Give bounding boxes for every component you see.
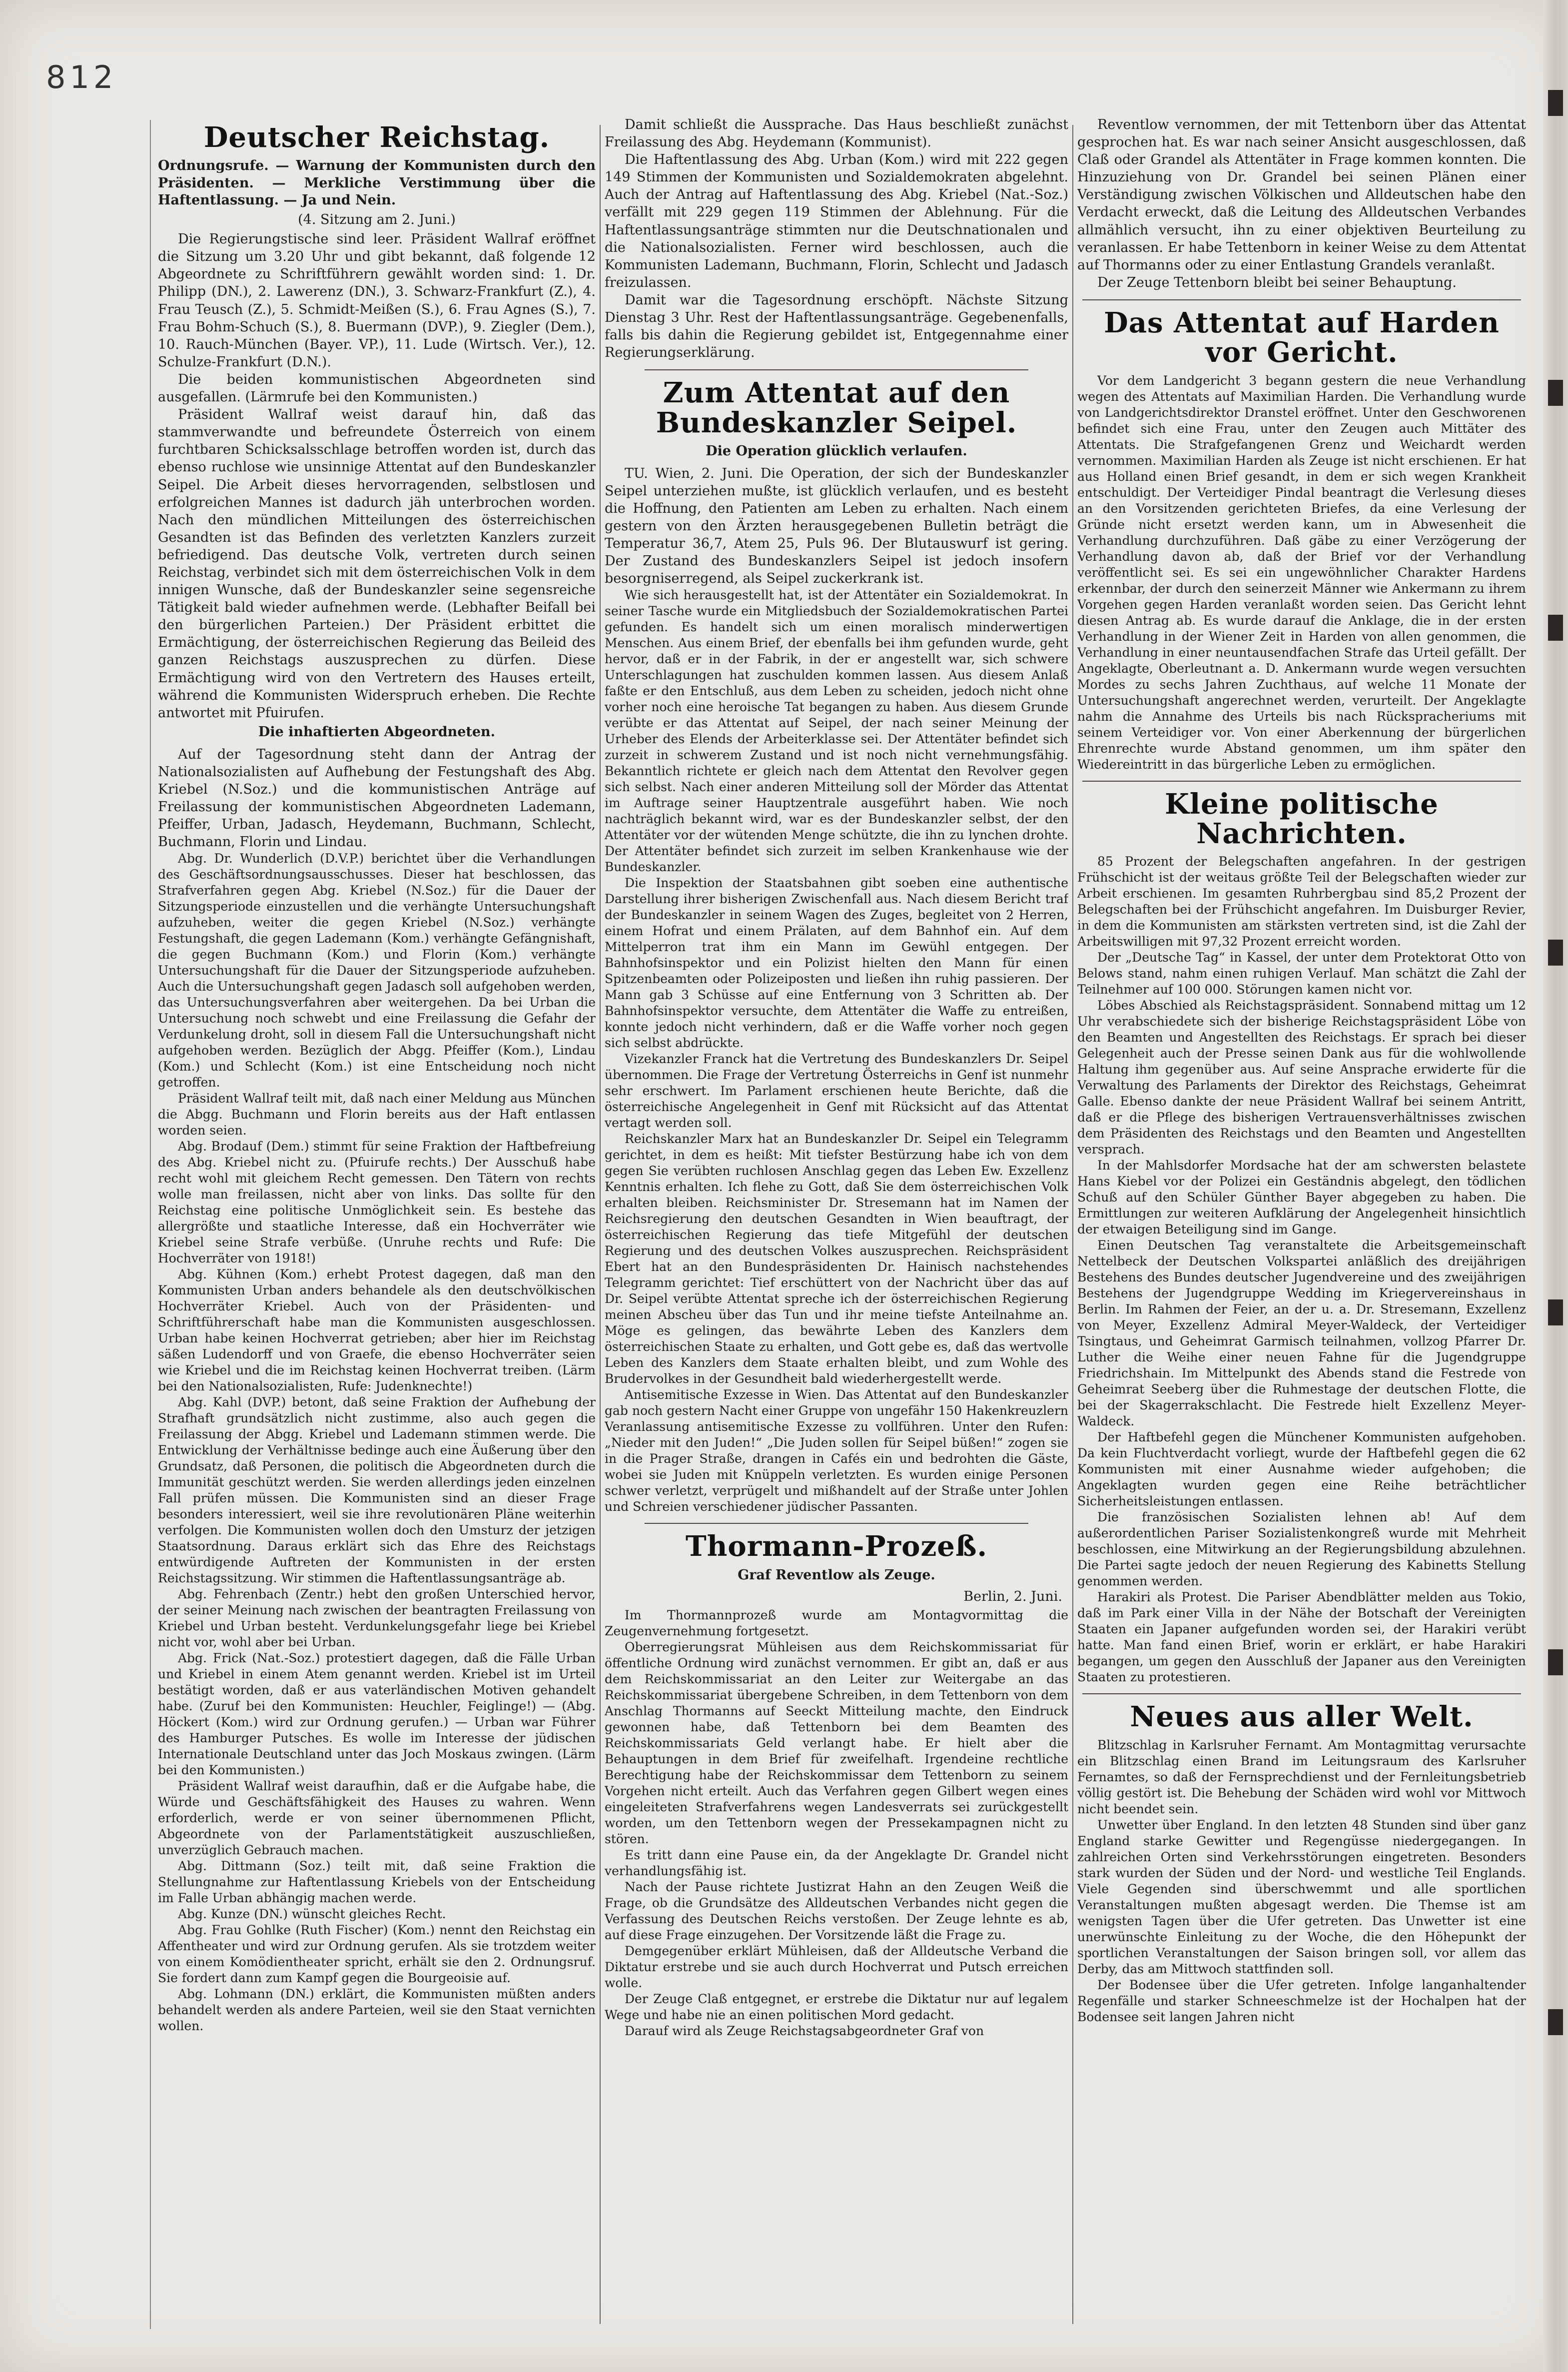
binding-mark bbox=[1548, 940, 1563, 966]
column-rule bbox=[1072, 125, 1073, 2324]
article-subheadline: Ordnungsrufe. — Warnung der Kommunisten durch den Präsidenten. — Merkliche Verstimmung über die Haftentlassung. — Ja und Nein. bbox=[158, 158, 596, 208]
paragraph: Damit war die Tagesordnung erschöpft. Nächste Sitzung Dienstag 3 Uhr. Rest der Haftentlassungsanträge. Gegebenenfalls, falls bis dahin die Regierung gebildet ist, Entgegennahme einer Regierungserklärung. bbox=[605, 292, 1068, 361]
paragraph: Der Zeuge Tettenborn bleibt bei seiner Behauptung. bbox=[1097, 274, 1457, 290]
paragraph: Harakiri als Protest. Die Pariser Abendblätter melden aus Tokio, daß im Park einer Villa in der Nähe der Botschaft der Vereinigten Staaten ein Japaner aufgefunden worden sei, der Harakiri verübt hatte. Man fand einen Brief, worin er erklärt, er habe Harakiri begangen, um gegen den Ausschluß der Japaner aus den Vereinigten Staaten zu protestieren. bbox=[1077, 1590, 1526, 1685]
paragraph: Abg. Dittmann (Soz.) teilt mit, daß seine Fraktion die Stellungnahme zur Haftentlassung Kriebels von der Entscheidung im Falle Urban abhängig machen werde. bbox=[158, 1859, 596, 1906]
section-divider bbox=[1082, 299, 1521, 300]
paragraph: Die Inspektion der Staatsbahnen gibt soeben eine authentische Darstellung ihrer bisherigen Zwischenfall aus. Nach diesem Bericht traf der Bundeskanzler in seinem Wagen des Zuges, begleitet von 2 Herren, einem Hofrat und einem Prälaten, auf dem Bahnhof ein. Auf dem Mittelperron trat ihm ein Mann im Gewühl entgegen. Der Bahnhofsinspektor und ein Polizist hielten den Mann für einen Spitzenbeamten oder Polizeiposten und ließen ihn ruhig passieren. Der Mann gab 3 Schüsse auf eine Entfernung von 3 Schritten ab. Der Bahnhofsinspektor versuchte, dem Attentäter die Waffe zu entreißen, konnte jedoch nicht verhindern, daß er die Waffe vorher noch gegen sich selbst abdrückte. bbox=[605, 876, 1068, 1051]
article-headline: Zum Attentat auf den Bundeskanzler Seipel. bbox=[656, 376, 1017, 439]
paragraph: TU. Wien, 2. Juni. Die Operation, der sich der Bundeskanzler Seipel unterziehen mußte, ist glücklich verlaufen, und es besteht die Hoffnung, den Patienten am Leben zu erhalten. Nach einem gestern von den Ärzten herausgegebenen Bulletin beträgt die Temperatur 36,7, Atem 25, Puls 96. Der Blutauswurf ist gering. Der Zustand des Bundeskanzlers Seipel ist jedoch insofern besorgniserregend, als Seipel zuckerkrank ist. bbox=[605, 465, 1068, 587]
paragraph: Einen Deutschen Tag veranstaltete die Arbeitsgemeinschaft Nettelbeck der Deutschen Volkspartei anläßlich des dreijährigen Bestehens des Bundes deutscher Jugendvereine und des zweijährigen Bestehens der Jugendgruppe Wedding im Kriegervereinshaus in Berlin. Im Rahmen der Feier, an der u. a. Dr. Stresemann, Exzellenz von Meyer, Exzellenz Admiral Meyer-Waldeck, der Verteidiger Tsingtaus, und Geheimrat Garmisch teilnahmen, vollzog Pfarrer Dr. Luther die Weihe einer neuen Fahne für die Jugendgruppe Friedrichshain. Im Mittelpunkt des Abends stand die Festrede von Geheimrat Seeberg über die Ruhmestage der deutschen Flotte, die bei der Skagerrakschlacht. Die Festrede hielt Exzellenz Meyer-Waldeck. bbox=[1077, 1238, 1526, 1429]
article-headline: Kleine politische Nachrichten. bbox=[1165, 787, 1439, 851]
paragraph: Unwetter über England. In den letzten 48 Stunden sind über ganz England starke Gewitter und Regengüsse niedergegangen. In zahlreichen Orten sind Verkehrsstörungen eingetreten. Besonders stark wurden der Süden und der Nord- und westliche Teil Englands. Viele Gegenden sind überschwemmt und alle sportlichen Veranstaltungen mußten abgesagt werden. Die Themse ist am wenigsten Tagen über die Ufer getreten. Das Unwetter ist eine unerwünschte Einleitung zu der Woche, die den Höhepunkt der sportlichen Veranstaltungen der Saison bringen soll, vor allem das Derby, das am Mittwoch stattfinden soll. bbox=[1077, 1817, 1526, 1976]
article-subheadline: Graf Reventlow als Zeuge. bbox=[738, 1567, 935, 1583]
paragraph: Die Haftentlassung des Abg. Urban (Kom.) wird mit 222 gegen 149 Stimmen der Kommunisten und Sozialdemokraten abgelehnt. Auch der Antrag auf Haftentlassung des Abg. Kriebel (Nat.-Soz.) verfällt mit 229 gegen 119 Stimmen der Ablehnung. Für die Haftentlassungsanträge stimmten nur die Deutschnationalen und die Nationalsozialisten. Ferner wird beschlossen, auch die Kommunisten Lademann, Buchmann, Florin, Schlecht und Jadasch freizulassen. bbox=[605, 152, 1068, 290]
paragraph: Oberregierungsrat Mühleisen aus dem Reichskommissariat für öffentliche Ordnung wird zunächst vernommen. Er gibt an, daß er aus dem Reichskommissariat an den Leiter zur Weitergabe an das Reichskommissariat übergebene Schreiben, in dem Tettenborn von dem Anschlag Thormanns auf Seeckt Mitteilung machte, den Eindruck gewonnen habe, daß Tettenborn bei dem Beamten des Reichskommissariats Geld verlangt habe. Er hielt aber die Behauptungen in dem Brief für zweifelhaft. Irgendeine rechtliche Berechtigung habe der Reichskommissar dem Tettenborn zu seinem Vorgehen nicht erteilt. Auch das Verfahren gegen Gilbert wegen eines eingeleiteten Strafverfahrens wegen Landesverrats sei zurückgestellt worden, um den Tettenborn wegen der Pressekampagnen nicht zu stören. bbox=[605, 1639, 1068, 1846]
article-headline: Thormann-Prozeß. bbox=[686, 1530, 987, 1563]
paragraph: Der Bodensee über die Ufer getreten. Infolge langanhaltender Regenfälle und starker Schneeschmelze ist der Hochalpen hat der Bodensee seit langen Jahren nicht bbox=[1077, 1977, 1526, 2024]
binding-mark bbox=[1548, 2009, 1563, 2035]
article-subheadline: Die Operation glücklich verlaufen. bbox=[706, 443, 967, 459]
paragraph: Blitzschlag in Karlsruher Fernamt. Am Montagmittag verursachte ein Blitzschlag einen Brand im Leitungsraum des Karlsruher Fernamtes, so daß der Fernsprechdienst und der Fernleitungsbetrieb völlig gestört ist. Die Behebung der Schäden wird wohl vor Mittwoch nicht beendet sein. bbox=[1077, 1737, 1526, 1816]
paragraph: Nach der Pause richtete Justizrat Hahn an den Zeugen Weiß die Frage, ob die Grundsätze des Alldeutschen Verbandes nicht gegen die Verfassung des Deutschen Reichs verstoßen. Der Zeuge lehnte es ab, auf diese Frage einzugehen. Der Vorsitzende läßt die Frage zu. bbox=[605, 1879, 1068, 1942]
paragraph: Abg. Kunze (DN.) wünscht gleiches Recht. bbox=[178, 1907, 446, 1922]
column-right bbox=[1077, 116, 1526, 2325]
paragraph: Abg. Kahl (DVP.) betont, daß seine Fraktion der Aufhebung der Strafhaft grundsätzlich nicht zustimme, also auch gegen die Freilassung der Abgg. Kriebel und Lademann stimmen werde. Die Entwicklung der Verhältnisse bedinge auch eine Äußerung über den Grundsatz, daß Personen, die politisch die Abgeordneten durch die Immunität geschützt werden. Sie werden allerdings jeden einzelnen Fall prüfen müssen. Die Kommunisten sind an dieser Frage besonders interessiert, weil sie ihre revolutionären Pläne weiterhin verfolgen. Die Kommunisten wollen doch den Umsturz der jetzigen Staatsordnung. Daraus erklärt sich das Ehre des Reichstags entwürdigende Auftreten der Kommunisten in der ersten Reichstagssitzung. Wir stimmen die Haftentlassungsanträge ab. bbox=[158, 1395, 596, 1586]
paragraph: Im Thormannprozeß wurde am Montagvormittag die Zeugenvernehmung fortgesetzt. bbox=[605, 1607, 1068, 1638]
paragraph: Abg. Brodauf (Dem.) stimmt für seine Fraktion der Haftbefreiung des Abg. Kriebel nicht zu. (Pfuirufe rechts.) Der Ausschuß habe recht wohl mit gleichem Recht gemessen. Den Tätern von rechts wolle man freilassen, nicht aber von links. Das sollte für den Reichstag eine politische Unmöglichkeit sein. Es bestehe das allergrößte und staatliche Interesse, daß ein Hochverräter wie Kriebel seine Strafe verbüße. (Unruhe rechts und Rufe: Die Hochverräter von 1918!) bbox=[158, 1139, 596, 1266]
article-headline: Deutscher Reichstag. bbox=[203, 121, 550, 154]
binding-mark bbox=[1548, 1649, 1563, 1675]
paragraph: Vor dem Landgericht 3 begann gestern die neue Verhandlung wegen des Attentats auf Maximilian Harden. Die Verhandlung wurde von Landgerichtsdirektor Dranstel eröffnet. Unter den Geschworenen befindet sich eine Frau, unter den Zeugen auch Mittäter des Attentats. Die Strafgefangenen Grenz und Weichardt werden vernommen. Maximilian Harden als Zeuge ist nicht erschienen. Er hat aus Holland einen Brief gesandt, in dem er sich wegen Krankheit entschuldigt. Der Verteidiger Pindal beantragt die Verlesung dieses an den Vorsitzenden gerichteten Briefes, da eine Verlesung der Gründe nicht ersetzt werden kann, um in Abwesenheit die Verhandlung durchzuführen. Daß gäbe zu einer Verzögerung der Verhandlung davon ab, daß der Brief vor der Verhandlung veröffentlicht sei. Es sei ein ungewöhnlicher Charakter Hardens erkennbar, der durch den seinerzeit Männer wie Ankermann zu ihrem Vorgehen gegen Harden veranlaßt worden seien. Das Gericht lehnt diesen Antrag ab. Es wurde darauf die Anklage, die in der ersten Verhandlung in der Wiener Zeit in Harden von allen genommen, die Verhandlung in einer neuntausendfachen Strafe das Urteil gefällt. Der Angeklagte, Oberleutnant a. D. Ankermann wurde wegen versuchten Mordes zu sechs Jahren Zuchthaus, auf welche 11 Monate der Untersuchungshaft angerechnet werden, verurteilt. Der Angeklagte nahm die Annahme des Urteils bis nach Rückspracheriums mit seinem Verteidiger vor. Von einer Aberkennung der bürgerlichen Ehrenrechte wurde Abstand genommen, um ihm später den Wiedereintritt in das bürgerliche Leben zu ermöglichen. bbox=[1077, 373, 1526, 772]
binding-mark bbox=[1548, 615, 1563, 641]
section-divider bbox=[645, 1523, 1028, 1524]
paragraph: Abg. Lohmann (DN.) erklärt, die Kommunisten müßten anders behandelt werden als andere Parteien, weil sie den Staat vernichten wollen. bbox=[158, 1987, 596, 2034]
paragraph: Präsident Wallraf weist darauf hin, daß das stammverwandte und befreundete Österreich von einem furchtbaren Schicksalsschlage betroffen worden ist, durch das ebenso ruchlose wie unsinnige Attentat auf den Bundeskanzler Seipel. Die Arbeit dieses hervorragenden, selbstlosen und erfolgreichen Mannes ist dadurch jäh unterbrochen worden. Nach den mündlichen Mitteilungen des österreichischen Gesandten ist das Befinden des verletzten Kanzlers zurzeit befriedigend. Das deutsche Volk, vertreten durch seinen Reichstag, verbindet sich mit dem österreichischen Volk in dem innigen Wunsche, daß der Bundeskanzler seine segensreiche Tätigkeit bald wieder aufnehmen werde. (Lebhafter Beifall bei den bürgerlichen Parteien.) Der Präsident erbittet die Ermächtigung, der österreichischen Regierung das Beileid des ganzen Reichstags auszusprechen zu dürfen. Diese Ermächtigung wird von den Vertretern des Hauses erteilt, während die Kommunisten Widerspruch erheben. Die Rechte antwortet mit Pfuirufen. bbox=[158, 407, 596, 721]
page-binding-edge bbox=[1543, 0, 1568, 2372]
paragraph: Reichskanzler Marx hat an Bundeskanzler Dr. Seipel ein Telegramm gerichtet, in dem es heißt: Mit tiefster Bestürzung habe ich von dem gegen Sie verübten ruchlosen Anschlag gegen das Leben Ew. Exzellenz Kenntnis erhalten. Ich flehe zu Gott, daß Sie dem österreichischen Volk erhalten bleiben. Reichsminister Dr. Stresemann hat im Namen der Reichsregierung den deutschen Gesandten in Wien beauftragt, der österreichischen Regierung das tiefe Mitgefühl der deutschen Regierung und des deutschen Volkes auszusprechen. Reichspräsident Ebert hat an den Bundespräsidenten Dr. Hainisch nachstehendes Telegramm gerichtet: Tief erschüttert von der Nachricht über das auf Dr. Seipel verübte Attentat spreche ich der österreichischen Regierung meinen Abscheu über das Tun und ihr meine tiefste Anteilnahme an. Möge es gelingen, das bewährte Leben des Kanzlers dem österreichischen Staate zu erhalten, und Gott gebe es, daß das wertvolle Leben des Kanzlers dem Staate erhalten bleibt, und zum Wohle des Brudervolkes in der Gesundheit bald wiederhergestellt werde. bbox=[605, 1132, 1068, 1386]
paragraph: Abg. Dr. Wunderlich (D.V.P.) berichtet über die Verhandlungen des Geschäftsordnungsausschusses. Dieser hat beschlossen, das Strafverfahren gegen Abg. Kriebel (N.Soz.) für die Dauer der Sitzungsperiode einzustellen und die verhängte Untersuchungshaft aufzuheben, weiter die gegen Kriebel (N.Soz.) verhängte Festungshaft, die gegen Lademann (Kom.) verhängte Gefängnishaft, die gegen Buchmann (Kom.) und Florin (Kom.) verhängte Untersuchungshaft für die Dauer der Sitzungsperiode aufzuheben. Auch die Untersuchungshaft gegen Jadasch soll aufgehoben werden, das Untersuchungsverfahren aber weitergehen. Da bei Urban die Untersuchung noch schwebt und eine Freilassung die Gefahr der Verdunkelung droht, soll in diesem Fall die Untersuchungshaft nicht aufgehoben werden. Bezüglich der Abgg. Pfeiffer (Kom.), Lindau (Kom.) und Schlecht (Kom.) ist eine Entscheidung noch nicht getroffen. bbox=[158, 851, 596, 1090]
paragraph: Reventlow vernommen, der mit Tettenborn über das Attentat gesprochen hat. Es war nach seiner Ansicht ausgeschlossen, daß Claß oder Grandel als Attentäter in Frage kommen konnten. Die Hinzuziehung von Dr. Grandel bei seinen Plänen einer Verständigung zwischen Völkischen und Alldeutschen habe den Verdacht erweckt, daß die Leitung des Alldeutschen Verbandes allmählich versucht, ihn zu einer objektiven Beurteilung zu veranlassen. Er habe Tettenborn in keiner Weise zu dem Attentat auf Thormanns oder zu einer Entlastung Grandels veranlaßt. bbox=[1077, 117, 1526, 273]
dateline: Berlin, 2. Juni. bbox=[963, 1588, 1062, 1604]
paragraph: Damit schließt die Aussprache. Das Haus beschließt zunächst Freilassung des Abg. Heydemann (Kommunist). bbox=[605, 117, 1068, 150]
binding-mark bbox=[1548, 90, 1563, 116]
column-left bbox=[158, 116, 596, 2325]
article-headline: Das Attentat auf Harden vor Gericht. bbox=[1104, 306, 1500, 369]
paragraph: Präsident Wallraf teilt mit, daß nach einer Meldung aus München die Abgg. Buchmann und Florin bereits aus der Haft entlassen worden seien. bbox=[158, 1091, 596, 1138]
paragraph: In der Mahlsdorfer Mordsache hat der am schwersten belastete Hans Kiebel vor der Polizei ein Geständnis abgelegt, den tödlichen Schuß auf den Schüler Günther Bayer abgegeben zu haben. Die Ermittlungen zur weiteren Aufklärung der Angelegenheit hinsichtlich der etwaigen Beteiligung sind im Gange. bbox=[1077, 1158, 1526, 1237]
paragraph: Der Haftbefehl gegen die Münchener Kommunisten aufgehoben. Da kein Fluchtverdacht vorliegt, wurde der Haftbefehl gegen die 62 Kommunisten mit einer Ausnahme wieder aufgehoben; die Angeklagten wurden gegen eine Reihe beträchtlicher Sicherheitsleistungen entlassen. bbox=[1077, 1430, 1526, 1509]
paragraph: 85 Prozent der Belegschaften angefahren. In der gestrigen Frühschicht ist der weitaus größte Teil der Belegschaften wieder zur Arbeit erschienen. Im gesamten Ruhrbergbau sind 85,2 Prozent der Belegschaften bei der Frühschicht angefahren. Im Duisburger Revier, in dem die Kommunisten am stärksten vertreten sind, ist die Zahl der Arbeitswilligen mit 97,32 Prozent erreicht worden. bbox=[1077, 854, 1526, 949]
paragraph: Löbes Abschied als Reichstagspräsident. Sonnabend mittag um 12 Uhr verabschiedete sich der bisherige Reichstagspräsident Löbe von den Beamten und Angestellten des Reichstags. Er sprach bei dieser Gelegenheit auch der Presse seinen Dank aus für die wohlwollende Haltung ihm gegenüber aus. Auf seine Ansprache erwiderte für die Verwaltung des Parlaments der Direktor des Reichstags, Geheimrat Galle. Ebenso dankte der neue Präsident Wallraf bei seinem Antritt, daß er die Pflege des bisherigen Vertrauensverhältnisses zwischen dem Präsidenten des Reichstags und den Beamten und Angestellten versprach. bbox=[1077, 998, 1526, 1157]
paragraph: Präsident Wallraf weist daraufhin, daß er die Aufgabe habe, die Würde und Geschäftsfähigkeit des Hauses zu wahren. Wenn erforderlich, werde er von seiner übernommenen Pflicht, Abgeordnete von der Parlamentstätigkeit auszuschließen, unverzüglich Gebrauch machen. bbox=[158, 1779, 596, 1858]
section-subheading: Die inhaftierten Abgeordneten. bbox=[258, 724, 496, 740]
article-headline: Neues aus aller Welt. bbox=[1130, 1700, 1474, 1734]
paragraph: Darauf wird als Zeuge Reichstagsabgeordneter Graf von bbox=[625, 2023, 984, 2038]
paragraph: Abg. Kühnen (Kom.) erhebt Protest dagegen, daß man den Kommunisten Urban anders behandele als den deutschvölkischen Hochverräter Kriebel. Auch von der Präsidenten- und Schriftführerschaft habe man die Kommunisten ausgeschlossen. Urban habe keinen Hochverrat getrieben; aber hier im Reichstag säßen Ludendorff und von Graefe, die ebenso Hochverräter seien wie Kriebel und die im Reichstag keinen Hochverrat treiben. (Lärm bei den Nationalsozialisten, Rufe: Judenknechte!) bbox=[158, 1267, 596, 1394]
paragraph: Abg. Fehrenbach (Zentr.) hebt den großen Unterschied hervor, der seiner Meinung nach zwischen der beantragten Freilassung von Kriebel und Urban besteht. Verdunkelungsgefahr liege bei Kriebel nicht vor, wohl aber bei Urban. bbox=[158, 1587, 596, 1650]
paragraph: Abg. Frick (Nat.-Soz.) protestiert dagegen, daß die Fälle Urban und Kriebel in einem Atem genannt werden. Kriebel ist im Urteil bestätigt worden, daß er aus vaterländischen Motiven gehandelt habe. (Zuruf bei den Kommunisten: Heuchler, Feiglinge!) — (Abg. Höckert (Kom.) wird zur Ordnung gerufen.) — Urban war Führer des Hamburger Putsches. Es wolle im Interesse der jüdischen Internationale Deutschland unter das Joch Moskaus zwingen. (Lärm bei den Kommunisten.) bbox=[158, 1651, 596, 1778]
page-number: 812 bbox=[46, 59, 117, 95]
section-divider bbox=[645, 369, 1028, 370]
paragraph: Die Regierungstische sind leer. Präsident Wallraf eröffnet die Sitzung um 3.20 Uhr und gibt bekannt, daß folgende 12 Abgeordnete zu Schriftführern gewählt worden sind: 1. Dr. Philipp (DN.), 2. Lawerenz (DN.), 3. Schwarz-Frankfurt (Z.), 4. Frau Teusch (Z.), 5. Schmidt-Meißen (S.), 6. Frau Agnes (S.), 7. Frau Bohm-Schuch (S.), 8. Buermann (DVP.), 9. Ziegler (Dem.), 10. Rauch-München (Bayer. VP.), 11. Lude (Wirtsch. Ver.), 12. Schulze-Frankfurt (D.N.). bbox=[158, 231, 596, 370]
binding-mark bbox=[1548, 1299, 1563, 1325]
section-divider bbox=[1082, 1693, 1521, 1694]
paragraph: Antisemitische Exzesse in Wien. Das Attentat auf den Bundeskanzler gab noch gestern Nacht einer Gruppe von ungefähr 150 Hakenkreuzlern Veranlassung antisemitische Exzesse zu vollführen. Unter den Rufen: „Nieder mit den Juden!“ „Die Juden sollen für Seipel büßen!“ zogen sie in die Prager Straße, drangen in Cafés ein und bedrohten die Gäste, wobei sie Juden mit Knüppeln verletzten. Es wurden einige Personen schwer verletzt, verprügelt und mißhandelt auf der Straße unter Johlen und Schreien verschiedener jüdischer Passanten. bbox=[605, 1387, 1068, 1514]
paragraph: Die beiden kommunistischen Abgeordneten sind ausgefallen. (Lärmrufe bei den Kommunisten.) bbox=[158, 371, 596, 405]
column-middle bbox=[605, 116, 1068, 2325]
paragraph: Wie sich herausgestellt hat, ist der Attentäter ein Sozialdemokrat. In seiner Tasche wurde ein Mitgliedsbuch der Sozialdemokratischen Partei gefunden. Es handelt sich um einen moralisch minderwertigen Menschen. Aus einem Brief, der ebenfalls bei ihm gefunden wurde, geht hervor, daß er in der Fabrik, in der er angestellt war, sich schwere Unterschlagungen hat zuschulden kommen lassen. Aus diesem Anlaß faßte er den Entschluß, aus dem Leben zu scheiden, jedoch nicht ohne vorher noch eine heroische Tat begangen zu haben. Aus diesem Grunde verübte er das Attentat auf Seipel, der nach seiner Meinung der Urheber des Elends der Arbeiterklasse sei. Der Attentäter befindet sich zurzeit in schwerem Zustand und ist noch nicht vernehmungsfähig. Bekanntlich richtete er gleich nach dem Attentat den Revolver gegen sich selbst. Nach einer anderen Mitteilung soll der Mörder das Attentat im Auftrage seiner Hauptzentrale ausgeführt haben. Wie noch nachträglich bekannt wird, war es der Bundeskanzler selbst, der den Attentäter vor der wütenden Menge schützte, die ihn zu lynchen drohte. Der Attentäter befindet sich zurzeit im selben Krankenhause wie der Bundeskanzler. bbox=[605, 588, 1068, 875]
session-line: (4. Sitzung am 2. Juni.) bbox=[298, 212, 456, 228]
paragraph: Der Zeuge Claß entgegnet, er erstrebe die Diktatur nur auf legalem Wege und habe nie an einen politischen Mord gedacht. bbox=[605, 1991, 1068, 2022]
section-divider bbox=[1082, 781, 1521, 782]
paragraph: Es tritt dann eine Pause ein, da der Angeklagte Dr. Grandel nicht verhandlungsfähig ist. bbox=[605, 1847, 1068, 1878]
paragraph: Demgegenüber erklärt Mühleisen, daß der Alldeutsche Verband die Diktatur erstrebe und sie auch durch Hochverrat und Putsch erreichen wolle. bbox=[605, 1943, 1068, 1990]
paragraph: Die französischen Sozialisten lehnen ab! Auf dem außerordentlichen Pariser Sozialistenkongreß wurde mit Mehrheit beschlossen, eine Mitwirkung an der Regierungsbildung abzulehnen. Die Partei sagte jedoch der neuen Regierung des Kabinetts Stellung genommen werden. bbox=[1077, 1510, 1526, 1589]
paragraph: Der „Deutsche Tag“ in Kassel, der unter dem Protektorat Otto von Belows stand, nahm einen ruhigen Verlauf. Man schätzt die Zahl der Teilnehmer auf 100 000. Störungen kamen nicht vor. bbox=[1077, 950, 1526, 997]
paragraph: Vizekanzler Franck hat die Vertretung des Bundeskanzlers Dr. Seipel übernommen. Die Frage der Vertretung Österreichs in Genf ist nunmehr sehr erschwert. Im Parlament erschienen heute Berichte, daß die österreichische Angelegenheit in Genf mit Rücksicht auf das Attentat vertagt werden soll. bbox=[605, 1052, 1068, 1131]
paragraph: Abg. Frau Gohlke (Ruth Fischer) (Kom.) nennt den Reichstag ein Affentheater und wird zur Ordnung gerufen. Als sie trotzdem weiter von einem Komödientheater spricht, erhält sie den 2. Ordnungsruf. Sie fordert dann zum Kampf gegen die Bourgeoisie auf. bbox=[158, 1923, 596, 1986]
paragraph: Auf der Tagesordnung steht dann der Antrag der Nationalsozialisten auf Aufhebung der Festungshaft des Abg. Kriebel (N.Soz.) und die kommunistischen Anträge auf Freilassung der kommunistischen Abgeordneten Lademann, Pfeiffer, Urban, Jadasch, Heydemann, Buchmann, Schlecht, Buchmann, Florin und Lindau. bbox=[158, 746, 596, 850]
column-rule bbox=[150, 120, 151, 2329]
binding-mark bbox=[1548, 380, 1563, 406]
column-rule bbox=[600, 125, 601, 2324]
